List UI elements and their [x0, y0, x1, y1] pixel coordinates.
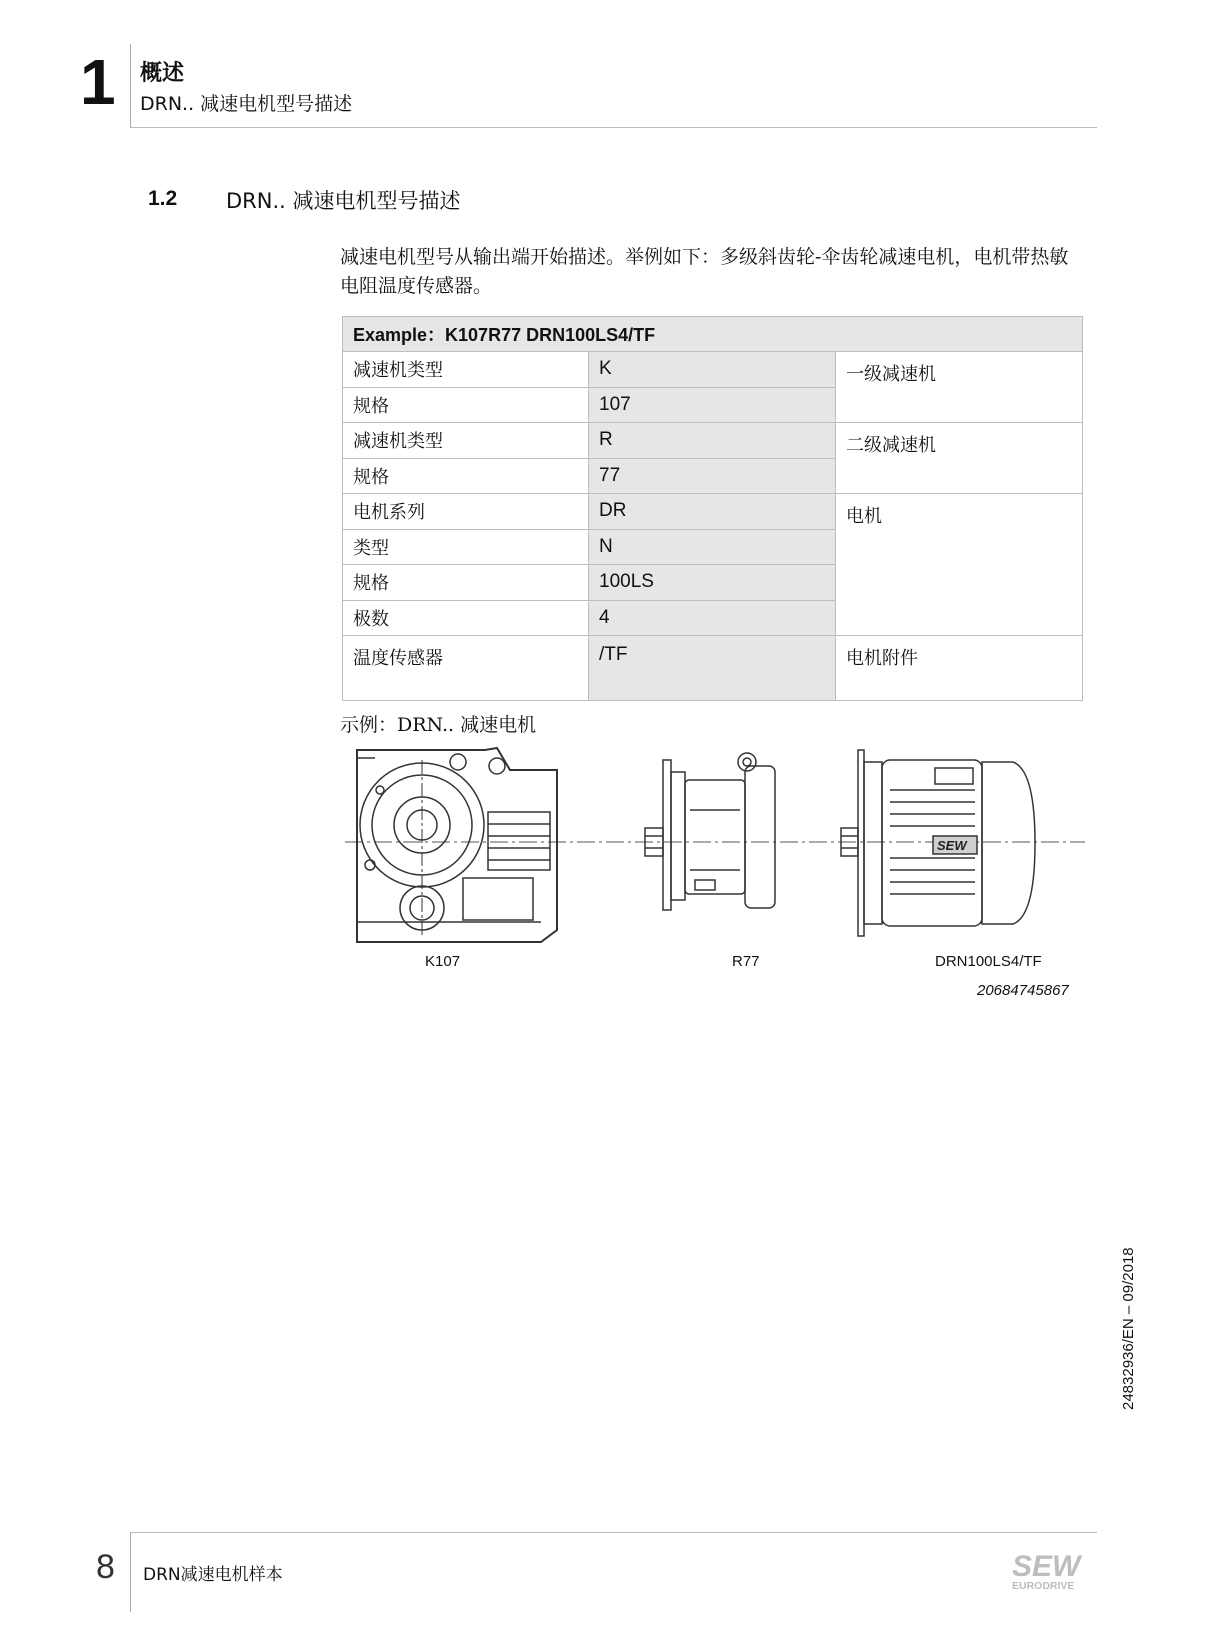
- row-value: DR: [589, 494, 836, 530]
- table-row: [343, 352, 1083, 388]
- motor-badge-text: SEW: [937, 838, 967, 853]
- table-header-row: [343, 317, 1083, 352]
- row-label: 类型: [343, 529, 589, 565]
- document-code: 24832936/EN – 09/2018: [1120, 1247, 1137, 1410]
- row-label: 规格: [343, 387, 589, 423]
- sew-eurodrive-logo: [1010, 1548, 1092, 1592]
- row-value: 77: [589, 458, 836, 494]
- table-header: Example：K107R77 DRN100LS4/TF: [343, 317, 1083, 352]
- row-value: 107: [589, 387, 836, 423]
- table-row: [343, 636, 1083, 701]
- chapter-subtitle: DRN.. 减速电机型号描述: [140, 93, 353, 115]
- type-designation-table: [342, 316, 1083, 701]
- group-label: 一级减速机: [836, 352, 1083, 423]
- chapter-title: 概述: [140, 61, 185, 86]
- row-label: 温度传感器: [343, 636, 589, 701]
- row-label: 减速机类型: [343, 352, 589, 388]
- logo-bottom-text: EURODRIVE: [1012, 1580, 1075, 1592]
- group-label: 二级减速机: [836, 423, 1083, 494]
- chapter-number: 1: [80, 46, 116, 118]
- table-row: [343, 494, 1083, 530]
- footer-title: DRN减速电机样本: [143, 1565, 283, 1585]
- r77-gear-unit-drawing: [645, 753, 775, 910]
- header-divider: [130, 44, 131, 128]
- row-value: 100LS: [589, 565, 836, 601]
- footer-divider: [130, 1532, 131, 1612]
- header-rule: [130, 127, 1097, 128]
- row-label: 规格: [343, 458, 589, 494]
- group-label: 电机: [836, 494, 1083, 636]
- page-number: 8: [96, 1548, 115, 1586]
- figure-label-r77: R77: [732, 953, 760, 970]
- section-number: 1.2: [148, 187, 178, 210]
- figure-label-k107: K107: [425, 953, 461, 970]
- row-value: K: [589, 352, 836, 388]
- section-title: DRN.. 减速电机型号描述: [226, 189, 461, 213]
- row-value: /TF: [589, 636, 836, 701]
- drn100ls4-motor-drawing: [841, 750, 1035, 936]
- row-label: 减速机类型: [343, 423, 589, 459]
- row-value: 4: [589, 600, 836, 636]
- footer-rule: [130, 1532, 1097, 1533]
- row-label: 极数: [343, 600, 589, 636]
- row-value: R: [589, 423, 836, 459]
- row-label: 规格: [343, 565, 589, 601]
- intro-paragraph: 减速电机型号从输出端开始描述。举例如下：多级斜齿轮-伞齿轮减速电机，电机带热敏电阻温度传感器。: [340, 246, 1069, 297]
- row-value: N: [589, 529, 836, 565]
- row-label: 电机系列: [343, 494, 589, 530]
- gearmotor-drawing: [345, 740, 1085, 945]
- logo-top-text: SEW: [1012, 1550, 1081, 1583]
- group-label: 电机附件: [836, 636, 1083, 701]
- figure-image-id: 20684745867: [977, 982, 1069, 999]
- k107-gear-unit-drawing: [357, 748, 557, 942]
- figure-caption: 示例：DRN.. 减速电机: [340, 714, 537, 736]
- table-row: [343, 423, 1083, 459]
- figure-label-motor: DRN100LS4/TF: [935, 953, 1042, 970]
